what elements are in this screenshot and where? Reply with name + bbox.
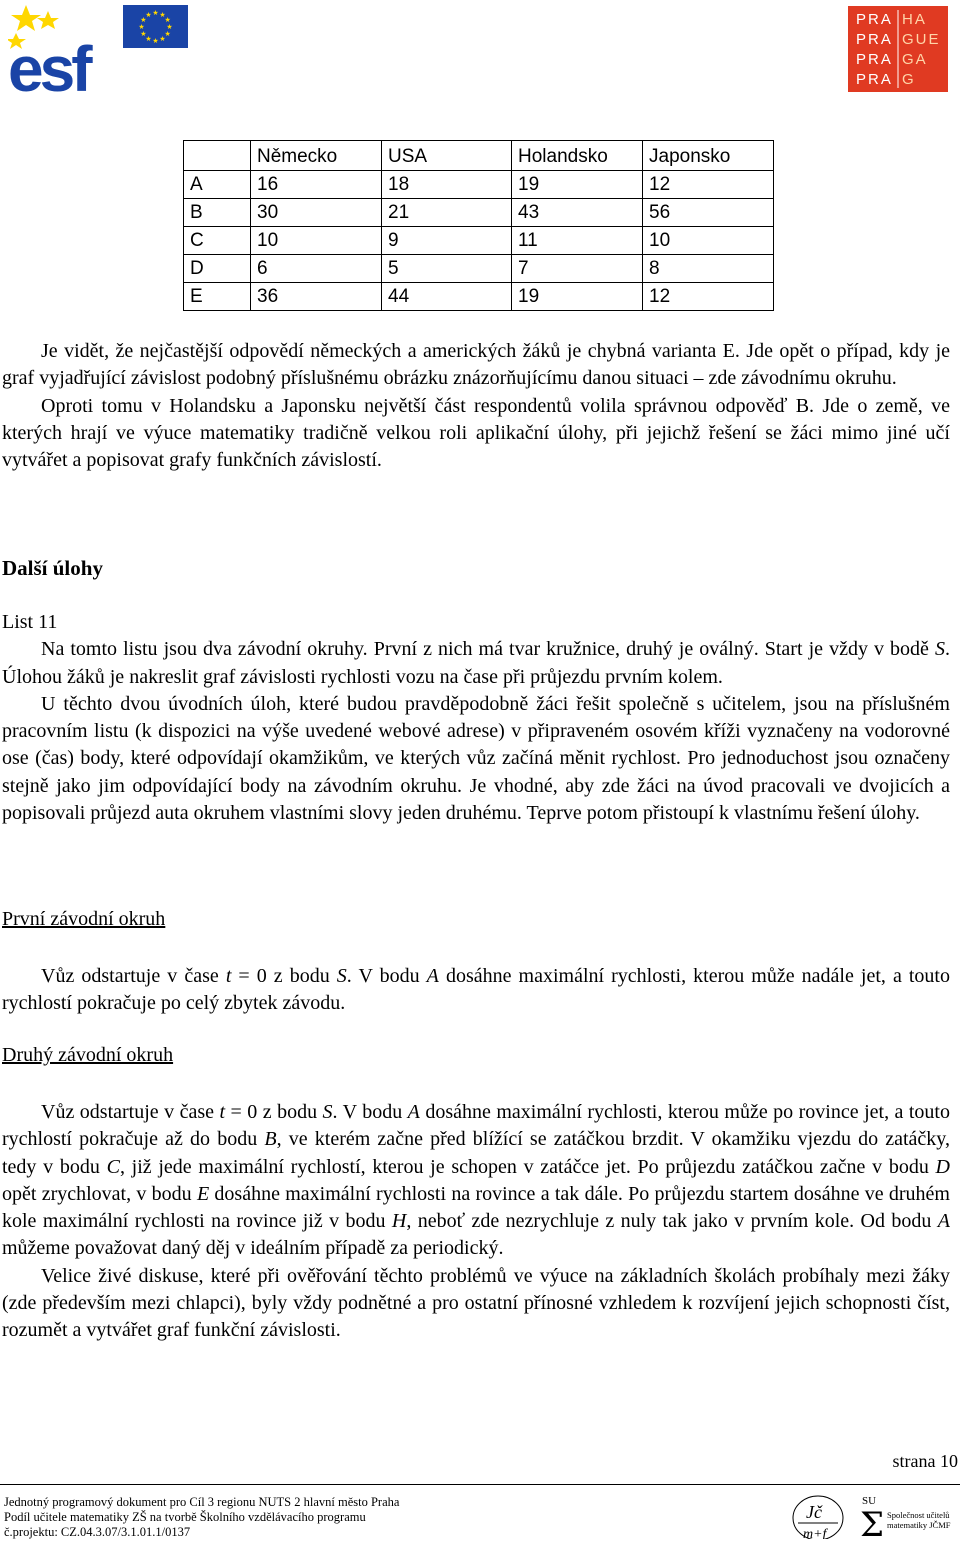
text-run: Vůz odstartuje v čase — [41, 1101, 220, 1123]
table-cell: 5 — [382, 255, 512, 283]
intro-text-block — [2, 338, 950, 474]
header-cell: USA — [382, 141, 512, 171]
paragraph — [2, 636, 950, 691]
sigma-icon: Σ — [860, 1505, 885, 1539]
eu-star-icon: ★ — [159, 35, 166, 44]
footer-line: Jednotný programový dokument pro Cíl 3 regionu NUTS 2 hlavní město Praha — [4, 1495, 400, 1509]
table-cell: 11 — [512, 227, 643, 255]
table-cell: 44 — [382, 283, 512, 311]
table-cell: 19 — [512, 283, 643, 311]
text-run: . Úlohou žáků je nakreslit graf závislosti rychlosti vozu na čase při průjezdu prvním kolem. — [2, 638, 950, 688]
paragraph: U těchto dvou úvodních úloh, které budou pravděpodobně žáci řešit společně s učitelem, jsou na příslušném pracovním listu (k dispozici na výše uvedené webové adrese) v připraveném osovém kříži vyznačeny na vodorovné ose (čas) body, které odpovídají okamžikům, ve kterých vůz začíná měnit rychlost. Pro jednoduchost jsou označeny stejně jako jim odpovídající body na závodním okruhu. Je vhodné, aby zde žáci na úvod pracovali ve dvojicích a popisovali průjezd auta okruhem vlastními slovy jeden druhému. Teprve potom přistoupí k vlastnímu řešení úlohy. — [2, 692, 950, 825]
text-run: . V bodu — [332, 1101, 408, 1123]
results-table — [183, 140, 774, 311]
eu-star-icon: ★ — [164, 16, 171, 24]
eu-flag — [123, 5, 188, 48]
table-cell: 10 — [251, 227, 382, 255]
subsection-heading: Druhý závodní okruh — [2, 1044, 174, 1066]
text-run: dosáhne maximální rychlosti, kterou může nadále jet, a touto rychlostí pokračuje po celý zbytek závodu. — [2, 965, 950, 1015]
header-cell: Německo — [251, 141, 382, 171]
section-heading: Další úlohy — [2, 556, 103, 580]
table-cell: E — [184, 283, 251, 311]
table-cell: C — [184, 227, 251, 255]
list-label: List 11 — [2, 611, 58, 633]
logo-society-line: Společnost učitelů — [887, 1510, 950, 1520]
text-run: dosáhne maximální rychlosti, kterou může po rovince jet, a touto rychlostí pokračuje až do bodu — [2, 1101, 950, 1151]
text-run: = 0 z bodu — [225, 1101, 323, 1123]
eu-star-icon: ★ — [166, 23, 173, 31]
logo-formula: m+f — [803, 1527, 827, 1539]
eu-star-icon: ★ — [145, 35, 152, 44]
math-var: A — [426, 965, 439, 987]
header-cell: Japonsko — [643, 141, 774, 171]
footer-line: Podíl učitele matematiky ZŠ na tvorbě Školního vzdělávacího programu — [4, 1510, 366, 1524]
eu-star-icon: ★ — [145, 10, 152, 19]
table-cell: 9 — [382, 227, 512, 255]
page-number: strana 10 — [892, 1451, 958, 1471]
table-row — [184, 283, 774, 311]
text-run: , ve kterém začne před blížící se zatáčkou brzdit. V okamžiku vjezdu do zatáčky, tedy v bodu — [2, 1128, 951, 1178]
first-circuit-text — [2, 963, 950, 1018]
table-cell: 8 — [643, 255, 774, 283]
table-header-row — [184, 141, 774, 171]
prague-logo-word: HA — [902, 11, 927, 28]
math-var: S — [322, 1101, 333, 1123]
footer-text — [4, 1495, 399, 1540]
table-cell: 18 — [382, 171, 512, 199]
text-run: můžeme považovat daný děj v ideálním případě za periodický. — [2, 1237, 504, 1260]
header-cell — [184, 141, 251, 171]
esf-wordmark: esf — [8, 33, 89, 95]
prague-logo-word: PRA — [856, 31, 893, 48]
math-var: A — [937, 1210, 950, 1233]
table-cell: 56 — [643, 199, 774, 227]
math-var: t — [225, 965, 232, 987]
table-cell: 30 — [251, 199, 382, 227]
math-var: C — [106, 1155, 120, 1178]
jcmf-logo — [790, 1490, 955, 1539]
table-cell: 12 — [643, 171, 774, 199]
paragraph: Oproti tomu v Holandsku a Japonsku největší část respondentů volila správnou odpověď B. Jde o země, ve kterých hrají ve výuce matematiky tradičně velkou roli aplikační úlohy, při jejichž řešení se žáci mimo jiné učí vytvářet a popisovat grafy funkčních závislostí. — [2, 394, 950, 472]
math-var: D — [935, 1155, 950, 1178]
logo-su: SU — [862, 1495, 877, 1507]
paragraph — [2, 963, 950, 1018]
prague-logo-word: GA — [902, 51, 928, 68]
prague-logo-word: PRA — [856, 11, 893, 28]
text-run: Na tomto listu jsou dva závodní okruhy. První z nich má tvar kružnice, druhý je oválný. Start je vždy v bodě — [41, 638, 935, 661]
table-cell: A — [184, 171, 251, 199]
table-row — [184, 171, 774, 199]
text-run: , již jede maximální rychlostí, kterou je schopen v zatáčce jet. Po průjezdu zatáčkou začne v bodu — [119, 1155, 936, 1178]
esf-logo — [8, 3, 116, 95]
text-run: = 0 z bodu — [231, 965, 337, 987]
math-var: S — [336, 965, 347, 987]
table-row — [184, 255, 774, 283]
table-cell: 12 — [643, 283, 774, 311]
text-run: opět zrychlovat, v bodu — [2, 1182, 197, 1205]
table-row — [184, 227, 774, 255]
table-cell: 43 — [512, 199, 643, 227]
table-cell: 36 — [251, 283, 382, 311]
text-run: . V bodu — [346, 965, 427, 987]
eu-stars — [123, 5, 188, 48]
math-var: E — [196, 1182, 210, 1205]
text-run: Vůz odstartuje v čase — [41, 965, 226, 987]
paragraph — [2, 1099, 950, 1263]
subsection-heading: První závodní okruh — [2, 908, 166, 930]
footer-line: č.projektu: CZ.04.3.07/3.1.01.1/0137 — [4, 1525, 191, 1539]
footer-divider — [0, 1484, 960, 1485]
table-cell: 10 — [643, 227, 774, 255]
list11-text-block — [2, 609, 950, 827]
paragraph: Velice živé diskuse, které při ověřování těchto problémů ve výuce na základních školách probíhaly mezi žáky (zde především mezi chlapci), byly vždy podnětné a pro ostatní přínosné vzhledem k rozvíjení jejich schopnosti číst, rozumět a vytvářet graf funkční závislosti. — [2, 1264, 950, 1342]
table-cell: 21 — [382, 199, 512, 227]
math-var: A — [407, 1101, 420, 1123]
prague-logo-word: PRA — [856, 71, 893, 88]
eu-star-icon: ★ — [140, 30, 147, 38]
math-var: H — [391, 1210, 407, 1233]
logo-monogram: Jč — [806, 1502, 822, 1522]
eu-star-icon: ★ — [152, 37, 159, 45]
table-cell: 6 — [251, 255, 382, 283]
table-cell: 7 — [512, 255, 643, 283]
eu-star-icon: ★ — [159, 10, 166, 19]
math-var: t — [219, 1101, 226, 1123]
prague-logo-word: GUE — [902, 31, 941, 48]
table-cell: D — [184, 255, 251, 283]
table-cell: 19 — [512, 171, 643, 199]
table-row — [184, 199, 774, 227]
math-var: B — [264, 1128, 277, 1151]
logo-society-line: matematiky JČMF — [887, 1520, 951, 1530]
header-cell: Holandsko — [512, 141, 643, 171]
table-cell: 16 — [251, 171, 382, 199]
eu-star-icon: ★ — [140, 16, 147, 24]
paragraph: Je vidět, že nejčastější odpovědí německých a amerických žáků je chybná varianta E. Jde opět o případ, kdy je graf vyjadřující závislost podobný příslušnému obrázku znázorňujícímu danou situaci – zde závodnímu okruhu. — [2, 340, 950, 390]
text-run: , neboť zde nezrychluje z nuly tak jako v prvním kole. Od bodu — [406, 1210, 938, 1233]
eu-star-icon: ★ — [138, 23, 145, 31]
math-var: S — [935, 638, 945, 661]
second-circuit-text — [2, 1099, 950, 1345]
prague-logo — [848, 6, 948, 92]
prague-logo-word: G — [902, 71, 916, 88]
text-run: dosáhne maximální rychlosti na rovince a tak dále. Po průjezdu startem dosáhne ve druhém kole maximální rychlosti na rovince již v bodu — [2, 1182, 950, 1233]
eu-star-icon: ★ — [164, 30, 171, 38]
prague-logo-word: PRA — [856, 51, 893, 68]
eu-star-icon: ★ — [152, 9, 159, 17]
table-cell: B — [184, 199, 251, 227]
